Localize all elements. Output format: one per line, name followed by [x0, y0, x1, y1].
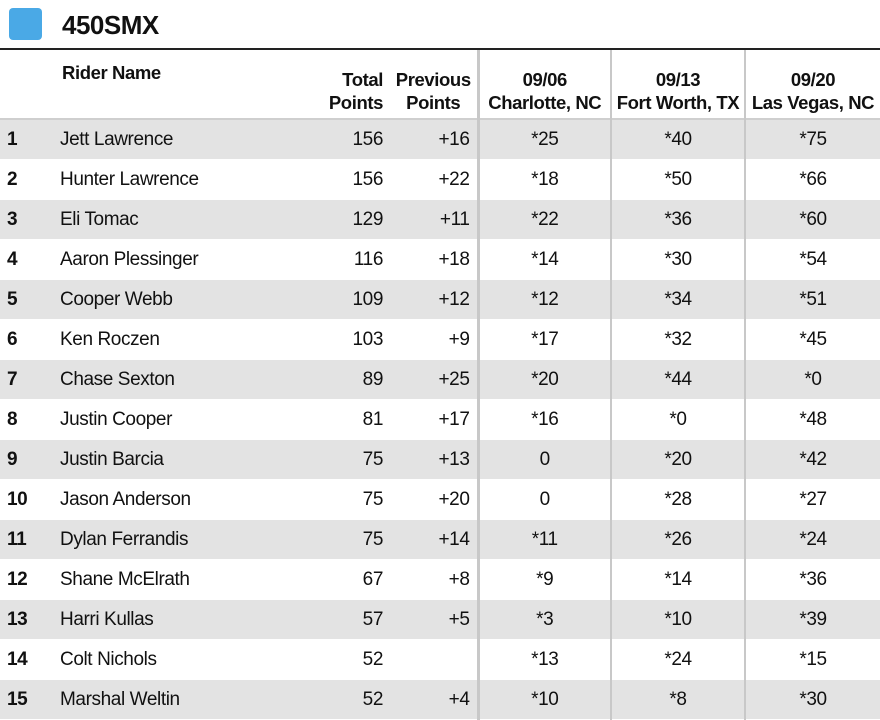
rider-name-cell: Dylan Ferrandis	[58, 520, 310, 560]
header-round-1-location: Charlotte, NC	[488, 92, 602, 113]
round-2-points-cell: *24	[611, 640, 745, 680]
header-row	[0, 50, 880, 119]
header-previous-line1: Previous	[395, 69, 471, 90]
round-2-points-cell: *20	[611, 440, 745, 480]
position-cell: 13	[0, 600, 58, 640]
round-3-points-cell: *66	[745, 160, 880, 200]
round-2-points-cell: *8	[611, 680, 745, 720]
round-2-points-cell: *34	[611, 280, 745, 320]
position-cell: 11	[0, 520, 58, 560]
table-row	[0, 360, 880, 400]
table-row	[0, 400, 880, 440]
previous-points-cell: +25	[390, 360, 478, 400]
rider-name-cell: Jason Anderson	[58, 480, 310, 520]
previous-points-cell: +16	[390, 119, 478, 160]
total-points-cell: 156	[310, 119, 390, 160]
header-previous-line2: Points	[406, 92, 461, 113]
header-total-line2: Points	[328, 92, 383, 113]
total-points-cell: 52	[310, 680, 390, 720]
round-2-points-cell: *36	[611, 200, 745, 240]
round-3-points-cell: *75	[745, 119, 880, 160]
round-1-points-cell: 0	[478, 480, 611, 520]
total-points-cell: 81	[310, 400, 390, 440]
previous-points-cell: +13	[390, 440, 478, 480]
total-points-cell: 89	[310, 360, 390, 400]
round-1-points-cell: 0	[478, 440, 611, 480]
table-row	[0, 600, 880, 640]
previous-points-cell: +22	[390, 160, 478, 200]
table-row	[0, 640, 880, 680]
total-points-cell: 67	[310, 560, 390, 600]
round-1-points-cell: *25	[478, 119, 611, 160]
round-3-points-cell: *27	[745, 480, 880, 520]
header-round-3	[745, 50, 880, 119]
table-row	[0, 200, 880, 240]
table-row	[0, 119, 880, 160]
table-row	[0, 320, 880, 360]
round-3-points-cell: *39	[745, 600, 880, 640]
total-points-cell: 103	[310, 320, 390, 360]
round-3-points-cell: *48	[745, 400, 880, 440]
round-3-points-cell: *24	[745, 520, 880, 560]
previous-points-cell: +11	[390, 200, 478, 240]
previous-points-cell: +8	[390, 560, 478, 600]
series-color-swatch	[9, 8, 42, 40]
round-1-points-cell: *22	[478, 200, 611, 240]
round-1-points-cell: *20	[478, 360, 611, 400]
table-row	[0, 520, 880, 560]
header-round-2-location: Fort Worth, TX	[616, 92, 740, 113]
standings-body	[0, 119, 880, 720]
header-round-2-date: 09/13	[655, 69, 701, 90]
round-2-points-cell: *14	[611, 560, 745, 600]
round-2-points-cell: *26	[611, 520, 745, 560]
position-cell: 3	[0, 200, 58, 240]
round-3-points-cell: *60	[745, 200, 880, 240]
position-cell: 8	[0, 400, 58, 440]
rider-name-cell: Jett Lawrence	[58, 119, 310, 160]
round-3-points-cell: *42	[745, 440, 880, 480]
round-3-points-cell: *51	[745, 280, 880, 320]
total-points-cell: 75	[310, 440, 390, 480]
position-cell: 10	[0, 480, 58, 520]
round-1-points-cell: *3	[478, 600, 611, 640]
rider-name-cell: Shane McElrath	[58, 560, 310, 600]
round-3-points-cell: *54	[745, 240, 880, 280]
header-round-2	[611, 50, 745, 119]
rider-name-cell: Hunter Lawrence	[58, 160, 310, 200]
round-2-points-cell: *40	[611, 119, 745, 160]
header-total-points	[310, 50, 390, 119]
table-row	[0, 440, 880, 480]
header-round-3-date: 09/20	[790, 69, 836, 90]
total-points-cell: 52	[310, 640, 390, 680]
header-rider-name: Rider Name	[62, 62, 161, 83]
total-points-cell: 156	[310, 160, 390, 200]
round-1-points-cell: *17	[478, 320, 611, 360]
header-position	[0, 50, 58, 119]
position-cell: 14	[0, 640, 58, 680]
header-previous-points	[390, 50, 478, 119]
previous-points-cell: +14	[390, 520, 478, 560]
header-total-line1: Total	[342, 69, 383, 90]
round-3-points-cell: *45	[745, 320, 880, 360]
round-1-points-cell: *16	[478, 400, 611, 440]
round-3-points-cell: *36	[745, 560, 880, 600]
table-row	[0, 240, 880, 280]
rider-name-cell: Aaron Plessinger	[58, 240, 310, 280]
rider-name-cell: Eli Tomac	[58, 200, 310, 240]
rider-name-cell: Chase Sexton	[58, 360, 310, 400]
table-row	[0, 160, 880, 200]
rider-name-cell: Marshal Weltin	[58, 680, 310, 720]
round-1-points-cell: *12	[478, 280, 611, 320]
rider-name-cell: Harri Kullas	[58, 600, 310, 640]
round-1-points-cell: *9	[478, 560, 611, 600]
round-1-points-cell: *11	[478, 520, 611, 560]
previous-points-cell: +18	[390, 240, 478, 280]
previous-points-cell	[390, 640, 478, 680]
round-2-points-cell: *30	[611, 240, 745, 280]
round-3-points-cell: *15	[745, 640, 880, 680]
total-points-cell: 57	[310, 600, 390, 640]
round-1-points-cell: *13	[478, 640, 611, 680]
previous-points-cell: +17	[390, 400, 478, 440]
page-title: 450SMX	[62, 10, 159, 40]
position-cell: 9	[0, 440, 58, 480]
round-2-points-cell: *0	[611, 400, 745, 440]
total-points-cell: 75	[310, 520, 390, 560]
previous-points-cell: +5	[390, 600, 478, 640]
table-row	[0, 560, 880, 600]
position-cell: 6	[0, 320, 58, 360]
round-2-points-cell: *32	[611, 320, 745, 360]
header-round-1	[478, 50, 611, 119]
round-2-points-cell: *10	[611, 600, 745, 640]
round-2-points-cell: *50	[611, 160, 745, 200]
total-points-cell: 109	[310, 280, 390, 320]
position-cell: 5	[0, 280, 58, 320]
table-row	[0, 480, 880, 520]
table-row	[0, 680, 880, 720]
rider-name-cell: Justin Cooper	[58, 400, 310, 440]
previous-points-cell: +9	[390, 320, 478, 360]
header-round-1-date: 09/06	[522, 69, 567, 90]
previous-points-cell: +20	[390, 480, 478, 520]
round-2-points-cell: *44	[611, 360, 745, 400]
rider-name-cell: Cooper Webb	[58, 280, 310, 320]
total-points-cell: 116	[310, 240, 390, 280]
position-cell: 15	[0, 680, 58, 720]
round-1-points-cell: *10	[478, 680, 611, 720]
rider-name-cell: Justin Barcia	[58, 440, 310, 480]
position-cell: 2	[0, 160, 58, 200]
rider-name-cell: Colt Nichols	[58, 640, 310, 680]
header-round-3-location: Las Vegas, NC	[751, 92, 875, 113]
table-row	[0, 280, 880, 320]
standings-table	[0, 50, 880, 720]
round-3-points-cell: *30	[745, 680, 880, 720]
round-3-points-cell: *0	[745, 360, 880, 400]
position-cell: 4	[0, 240, 58, 280]
position-cell: 1	[0, 119, 58, 160]
position-cell: 7	[0, 360, 58, 400]
previous-points-cell: +4	[390, 680, 478, 720]
previous-points-cell: +12	[390, 280, 478, 320]
position-cell: 12	[0, 560, 58, 600]
total-points-cell: 129	[310, 200, 390, 240]
round-1-points-cell: *18	[478, 160, 611, 200]
round-1-points-cell: *14	[478, 240, 611, 280]
rider-name-cell: Ken Roczen	[58, 320, 310, 360]
round-2-points-cell: *28	[611, 480, 745, 520]
total-points-cell: 75	[310, 480, 390, 520]
title-bar	[0, 0, 880, 50]
